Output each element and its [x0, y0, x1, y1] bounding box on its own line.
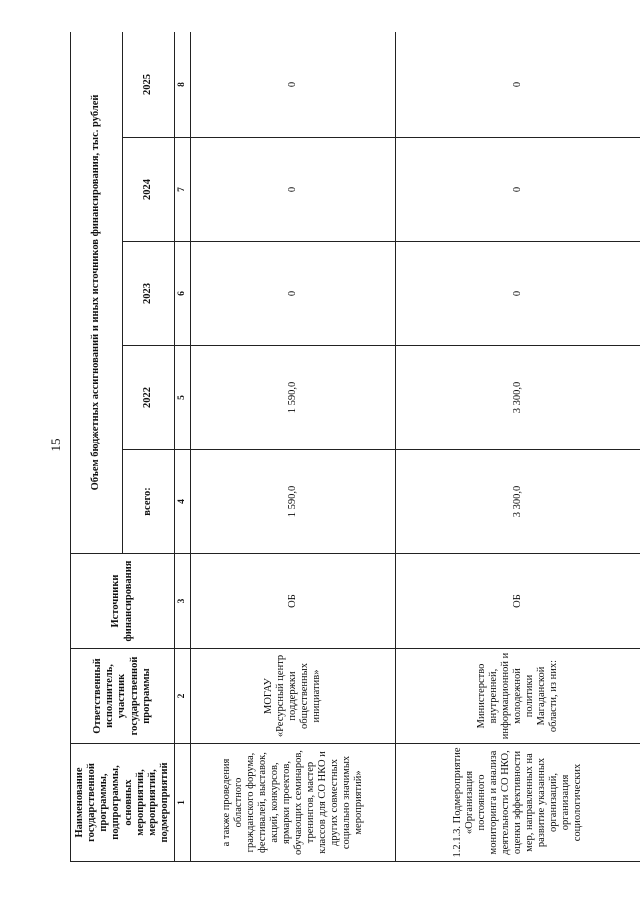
row-total: 3 300,0 — [395, 450, 640, 554]
column-number: 6 — [175, 242, 191, 346]
row-2024: 0 — [190, 138, 395, 242]
row-total: 1 590,0 — [190, 450, 395, 554]
header-total: всего: — [123, 450, 175, 554]
header-name: Наименование государственной программы, подпрограммы, основных мероприятий, мероприятий, подмероприятий — [71, 744, 175, 862]
column-numbers-row — [175, 32, 191, 862]
row-2025: 0 — [190, 32, 395, 138]
header-source: Источники финансирования — [71, 554, 175, 649]
header-2025: 2025 — [123, 32, 175, 138]
row-2022: 1 590,0 — [190, 346, 395, 450]
row-executor: Министерство внутренней, информационной и молодежной политики Магаданской области, из них: — [395, 649, 640, 744]
row-name: а также проведения областного гражданского форума, фестивалей, выставок, акций, конкурсов, ярмарки проектов, обучающих семинаров, тренингов, мастер классов для СО НКО и других совместных социально значимых мероприятий» — [190, 744, 395, 862]
column-number: 4 — [175, 450, 191, 554]
column-number: 8 — [175, 32, 191, 138]
column-number: 7 — [175, 138, 191, 242]
row-2023: 0 — [190, 242, 395, 346]
financing-table — [70, 32, 640, 862]
row-2024: 0 — [395, 138, 640, 242]
header-2023: 2023 — [123, 242, 175, 346]
column-number: 3 — [175, 554, 191, 649]
row-source: ОБ — [190, 554, 395, 649]
row-2022: 3 300,0 — [395, 346, 640, 450]
row-2023: 0 — [395, 242, 640, 346]
header-2024: 2024 — [123, 138, 175, 242]
table-row — [190, 32, 395, 862]
header-executor: Ответственный исполнитель, участник государственной программы — [71, 649, 175, 744]
row-name: 1.2.1.3. Подмероприятие «Организация постоянного мониторинга и анализа деятельности СО НКО, оценки эффективности мер, направленных на развитие указанных организаций, организация социологических — [395, 744, 640, 862]
column-number: 5 — [175, 346, 191, 450]
column-number: 1 — [175, 744, 191, 862]
header-financing-group: Объем бюджетных ассигнований и иных источников финансирования, тыс. рублей — [71, 32, 123, 554]
row-source: ОБ — [395, 554, 640, 649]
row-executor: МОГАУ «Ресурсный центр поддержки общественных инициатив» — [190, 649, 395, 744]
rotated-table-wrapper — [70, 32, 640, 862]
table-row — [395, 32, 640, 862]
row-2025: 0 — [395, 32, 640, 138]
column-number: 2 — [175, 649, 191, 744]
header-2022: 2022 — [123, 346, 175, 450]
page-number: 15 — [48, 438, 63, 452]
